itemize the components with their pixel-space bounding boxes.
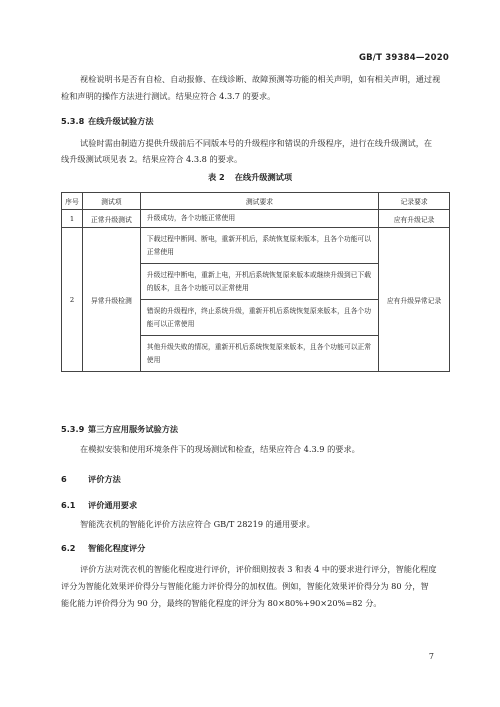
standard-code: GB/T 39384—2020 — [358, 53, 449, 63]
section-number: 5.3.8 — [61, 116, 85, 126]
test-requirement: 升级成功，各个功能正常使用 — [140, 210, 378, 228]
section-title: 在线升级试验方法 — [88, 116, 154, 126]
test-item: 异常升级检测 — [82, 228, 140, 372]
row-number: 2 — [62, 228, 83, 372]
test-item: 正常升级测试 — [82, 210, 140, 228]
test-requirement: 下载过程中断网、断电，重新开机后，系统恢复原来版本，且各个功能可以正常使用 — [140, 228, 378, 264]
table-header-row — [62, 193, 450, 210]
header-cell: 记录要求 — [379, 193, 450, 210]
section-title: 第三方应用服务试验方法 — [88, 424, 179, 434]
section-title: 评价方法 — [88, 474, 121, 484]
test-requirement: 错误的升级程序，终止系统升级，重新开机后系统恢复原来版本，且各个功能可以正常使用 — [140, 300, 378, 336]
test-requirement: 其他升级失败的情况，重新开机后系统恢复原来版本，且各个功能可以正常使用 — [140, 336, 378, 372]
header-cell: 序号 — [62, 193, 83, 210]
table-caption — [0, 172, 500, 183]
section-heading-6 — [61, 474, 121, 485]
section-number: 5.3.9 — [61, 424, 85, 434]
section-heading-5-3-9 — [61, 424, 178, 435]
paragraph-line: 智能洗衣机的智能化评价方法应符合 GB/T 28219 的通用要求。 — [80, 519, 315, 529]
paragraph-line: 视检说明书是否有自检、自动报修、在线诊断、故障预测等功能的相关声明，如有相关声明，通过视 — [80, 74, 441, 84]
section-heading-6-1 — [61, 500, 137, 511]
table-title: 在线升级测试项 — [234, 172, 293, 182]
table-row — [62, 210, 450, 228]
table-row — [62, 228, 450, 264]
paragraph-line: 试验时需由制造方提供升级前后不同版本号的升级程序和错误的升级程序，进行在线升级测试，在 — [80, 138, 433, 148]
record-requirement: 应有升级异常记录 — [379, 228, 450, 372]
paragraph-line: 线升级测试项见表 2。结果应符合 4.3.8 的要求。 — [61, 154, 243, 164]
record-requirement: 应有升级记录 — [379, 210, 450, 228]
paragraph-line: 评分为智能化效果评价得分与智能化能力评价得分的加权值。例如，智能化效果评价得分为 80 分，智 — [61, 581, 429, 591]
section-heading-5-3-8 — [61, 116, 154, 127]
paragraph-line: 评价方法对洗衣机的智能化程度进行评价，评价细则按表 3 和表 4 中的要求进行评分，智能化程度 — [80, 564, 437, 574]
section-heading-6-2 — [61, 543, 145, 554]
section-number: 6.2 — [61, 543, 76, 553]
section-title: 评价通用要求 — [88, 500, 138, 510]
row-number: 1 — [62, 210, 83, 228]
paragraph-line: 能化能力评价得分为 90 分，最终的智能化程度的评分为 80×80%+90×20%=82 分。 — [61, 598, 382, 608]
header-cell: 测试项 — [82, 193, 140, 210]
paragraph-line: 检和声明的操作方法进行测试。结果应符合 4.3.7 的要求。 — [61, 91, 276, 101]
test-requirement: 升级过程中断电，重新上电，开机后系统恢复原来版本或继续升级到已下载的版本，且各个功能可以正常使用 — [140, 264, 378, 300]
page-number: 7 — [428, 652, 434, 661]
section-title: 智能化程度评分 — [88, 543, 146, 553]
header-cell: 测试要求 — [140, 193, 378, 210]
paragraph-line: 在模拟安装和使用环境条件下的现场测试和检查，结果应符合 4.3.9 的要求。 — [80, 444, 360, 454]
table-number: 表 2 — [207, 172, 225, 182]
section-number: 6 — [61, 474, 67, 484]
section-number: 6.1 — [61, 500, 76, 510]
online-upgrade-test-table — [61, 192, 450, 372]
